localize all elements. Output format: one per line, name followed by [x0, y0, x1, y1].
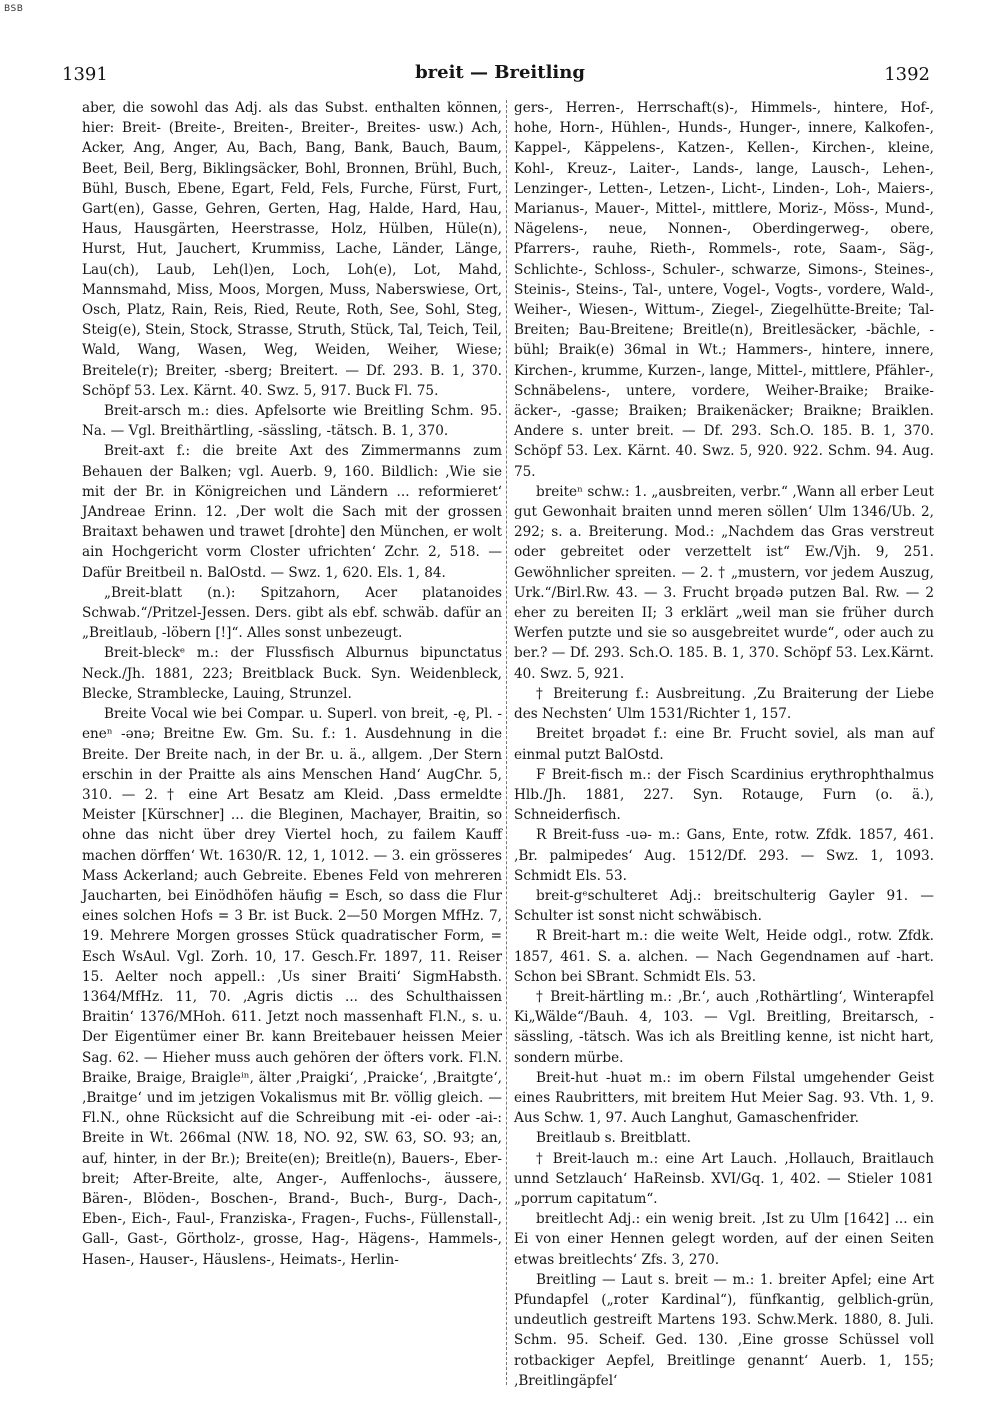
- page-number-left: 1391: [62, 64, 108, 85]
- entry-breitlaub: Breitlaub s. Breitblatt.: [536, 1130, 691, 1147]
- entry-breite: Breite Vocal wie bei Compar. u. Superl. von breit, -ę, Pl. -eneⁿ -ənə; Breitne Ew. Gm. Su. f.: 1. Ausdehnung in die Breite. Der Breite nach, in der Br. u. ä., allgem. ‚Der Stern erschin in der Praitte als ains Menschen Hand‘ AugChr. 5, 310. — 2. † eine Art Besatz am Kleid. ‚Dass ermeldte Meister [Kürschner] ... die Bleginen, Machayer, Braitin, so ohne das nicht über drey Viertel hoch, zu failem Kauff machen dörffen‘ Wt. 1630/R. 12, 1, 1012. — 3. ein grösseres Mass Ackerland; auch Gebreite. Ebenes Feld von mehreren Jaucharten, bei Einödhöfen häufig = Esch, so dass die Flur eines solchen Hofs = 3 Br. ist Buck. 2—50 Morgen MfHz. 7, 19. Mehrere Morgen grosses Stück quadratischer Form, = Esch WsAul. Vgl. Zorh. 10, 17. Gesch.Fr. 1897, 11. Reiser 15. Aelter noch appell.: ‚Us siner Braiti‘ SigmHabsth. 1364/MfHz. 11, 70. ‚Agris dictis ... des Schulthaissen Braitin‘ 1376/MHoh. 611. Jetzt noch massenhaft Fl.N., s. u. Der Eigentümer einer Br. kann Breitebauer heissen Meier Sag. 62. — Hieher muss auch gehören der öfters vork. Fl.N. Braike, Braige, Braigleⁱⁿ, älter ‚Praigki‘, ‚Praicke‘, ‚Braitgte‘, ‚Braitge‘ und im jetzigen Vokalismus mit Br. völlig gleich. — Fl.N., ohne Rücksicht auf die Schreibung mit -ei- oder -ai-: Breite in Wt. 266mal (NW. 18, NO. 92, SW. 63, SO. 93; an, auf, hinter, in der Br.); Breite(en); Breitle(n), Bauers-, Eber-breit; After-Breite, alte, Anger-, Auffenlochs-, äussere, Bären-, Blöden-, Boschen-, Brand-, Buch-, Burg-, Dach-, Eben-, Eich-, Faul-, Franziska-, Fragen-, Fuchs-, Füllenstall-, Gall-, Gast-, Görtholz-, grosse, Hag-, Hägens-, Hammels-, Hasen-, Hauser-, Häuslens-, Heimats-, Herlin-: [82, 706, 502, 1268]
- entry-breit-haertling: † Breit-härtling m.: ‚Br.‘, auch ‚Rothärtling‘, Winterapfel Ki„Wälde“/Bauh. 4, 103. — Vgl. Breitling, Breitarsch, -sässling, -tätsch. Was ich als Breitling kenne, ist nicht hart, sondern mürbe.: [514, 988, 934, 1066]
- left-column: [82, 98, 502, 1270]
- entry-breit-arsch: Breit-arsch m.: dies. Apfelsorte wie Breitling Schm. 95. Na. — Vgl. Breithärtling, -sässling, -tätsch. B. 1, 370.: [82, 403, 502, 440]
- entry-breit-axt: Breit-axt f.: die breite Axt des Zimmermanns zum Behauen der Balken; vgl. Auerb. 9, 160. Bildlich: ‚Wie sie mit der Br. in Königreichen und Ländern ... reformieret‘ JAndreae Erinn. 12. ‚Der wolt die Sach mit der grossen Braitaxt behawen und trawet [drohte] den München, er wolt ain Hochgericht vorm Closter ufrichten‘ Zchr. 2, 518. — Dafür Breitbeil n. BalOstd. — Swz. 1, 620. Els. 1, 84.: [82, 443, 502, 581]
- entry-breitet: Breitet brǫadət f.: eine Br. Frucht soviel, als man auf einmal putzt BalOstd.: [514, 726, 934, 763]
- column-divider: [506, 100, 507, 1385]
- entry-breitlecht: breitlecht Adj.: ein wenig breit. ‚Ist zu Ulm [1642] ... ein Ei von einer Hennen gelegt worden, auf der einen Seiten etwas breitlechts‘ Zfs. 3, 270.: [514, 1211, 934, 1268]
- entry-breit-fisch: F Breit-fisch m.: der Fisch Scardinius erythrophthalmus Hlb./Jh. 1881, 227. Syn. Rotauge, Furn (o. ä.), Schneiderfisch.: [514, 766, 934, 824]
- right-column: [514, 98, 934, 1391]
- entry-breit-fuss: R Breit-fuss -uə- m.: Gans, Ente, rotw. Zfdk. 1857, 461. ‚Br. palmipedes‘ Aug. 1512/Df. 293. — Swz. 1, 1093. Schmidt Els. 53.: [514, 827, 934, 884]
- entry-breit-lauch: † Breit-lauch m.: eine Art Lauch. ‚Hollauch, Braitlauch unnd Setzlauch‘ HaReinsb. XVI/Gq. 1, 402. — Stieler 1081 „porrum capitatum“.: [514, 1150, 934, 1207]
- entry-continuation: gers-, Herren-, Herrschaft(s)-, Himmels-, hintere, Hof-, hohe, Horn-, Hühlen-, Hunds-, Hunger-, innere, Kalkofen-, Kappel-, Käppelens-, Katzen-, Kellen-, Kirchen-, kleine, Kohl-, Kreuz-, Laiter-, Lands-, lange, Lausch-, Lehen-, Lenzinger-, Letten-, Letzen-, Licht-, Linden-, Loh-, Maiers-, Marianus-, Mauer-, Mittel-, mittlere, Moriz-, Möss-, Mund-, Nägelens-, neue, Nonnen-, Oberdingerweg-, obere, Pfarrers-, rauhe, Rieth-, Rommels-, rote, Saam-, Säg-, Schlichte-, Schloss-, Schuler-, schwarze, Simons-, Steines-, Steinis-, Steins-, Tal-, untere, Vogel-, Vogts-, vordere, Wald-, Weiher-, Wiesen-, Wittum-, Ziegel-, Ziegelhütte-Breite; Tal-Breiten; Bau-Breitene; Breitle(n), Breitlesäcker, -bächle, -bühl; Braik(e) 36mal in Wt.; Hammers-, hintere, innere, Kirchen-, krumme, Kurzen-, lange, Mittel-, mittlere, Pfähler-, Schnäbelens-, untere, vordere, Weiher-Braike; Braike-äcker-, -gasse; Braiken; Braikenäcker; Braikne; Braiklen. Andere s. unter breit. — Df. 293. Sch.O. 185. B. 1, 370. Schöpf 53. Lex. Kärnt. 40. Swz. 5, 920. 922. Schm. 94. Aug. 75.: [514, 100, 934, 480]
- entry-breit-blatt: „Breit-blatt (n.): Spitzahorn, Acer platanoides Schwab.“/Pritzel-Jessen. Ders. gibt als ebf. schwäb. dafür an „Breitlaub, -löbern [!]“. Alles sonst unbezeugt.: [82, 584, 502, 642]
- entry-breiten: breiteⁿ schw.: 1. „ausbreiten, verbr.“ ‚Wann all erber Leut gut Gewonhait braiten unnd meren söllen‘ Ulm 1346/Ub. 2, 292; s. a. Breiterung. Mod.: „Nachdem das Gras verstreut oder gebreitet oder verzettelt ist“ Ew./Vjh. 9, 251. Gewöhnlicher spreiten. — 2. † „mustern, vor jedem Auszug, Urk.“/Birl.Rw. 43. — 3. Frucht brǫadə putzen Bal. Rw. — 2 eher zu bereiten II; 3 erklärt „weil man sie früher durch Werfen putzte und sie so ausgebreitet wurde“, oder auch zu ber.? — Df. 293. Sch.O. 185. B. 1, 370. Schöpf 53. Lex.Kärnt. 40. Swz. 5, 921.: [514, 483, 934, 682]
- entry-continuation: aber, die sowohl das Adj. als das Subst. enthalten können, hier: Breit- (Breite-, Breiten-, Breiter-, Breites- usw.) Ach, Acker, Ang, Anger, Au, Bach, Bang, Bank, Bauch, Baum, Beet, Beil, Berg, Biklingsäcker, Bohl, Bronnen, Brühl, Buch, Bühl, Busch, Ebene, Egart, Feld, Fels, Furche, Fürst, Furt, Gart(en), Gasse, Gehren, Gerten, Hag, Halde, Hard, Hau, Haus, Hausgärten, Heerstrasse, Holz, Hülben, Hüle(n), Hurst, Hut, Jauchert, Krummiss, Lache, Länder, Länge, Lau(ch), Laub, Leh(l)en, Loch, Loh(e), Lot, Mahd, Mannsmahd, Miss, Moos, Morgen, Muss, Naberswiese, Ort, Osch, Platz, Rain, Reis, Ried, Reute, Roth, See, Sohl, Steg, Steig(e), Stein, Stock, Strasse, Struth, Stück, Tal, Teich, Teil, Wald, Wang, Wasen, Weg, Weiden, Weiher, Wiese; Breitele(r); Breiter, -sberg; Breitert. — Df. 293. B. 1, 370. Schöpf 53. Lex. Kärnt. 40. Swz. 5, 917. Buck Fl. 75.: [82, 100, 502, 399]
- library-stamp: BSB: [4, 4, 24, 14]
- entry-breit-geschulteret: breit-gᵉschulteret Adj.: breitschulterig Gayler 91. — Schulter ist sonst nicht schwäbisch.: [514, 887, 934, 925]
- entry-breit-bleck: Breit-bleckᵉ m.: der Flussfisch Alburnus bipunctatus Neck./Jh. 1881, 223; Breitblack Buck. Syn. Weidenbleck, Blecke, Stramblecke, Lauing, Strunzel.: [82, 645, 502, 702]
- entry-breit-hart: R Breit-hart m.: die weite Welt, Heide odgl., rotw. Zfdk. 1857, 461. S. a. alchen. — Nach Gegendnamen auf -hart. Schon bei SBrant. Schmidt Els. 53.: [514, 928, 934, 985]
- entry-breiterung: † Breiterung f.: Ausbreitung. ‚Zu Braiterung der Liebe des Nechsten‘ Ulm 1531/Richter 1, 157.: [514, 685, 934, 723]
- running-head: breit — Breitling: [415, 62, 585, 83]
- entry-breit-hut: Breit-hut -huət m.: im obern Filstal umgehender Geist eines Raubritters, mit breitem Hut Meier Sag. 93. Vth. 1, 9. Aus Schw. 1, 97. Auch Langhut, Gamaschenfrider.: [514, 1069, 934, 1127]
- entry-breitling: Breitling — Laut s. breit — m.: 1. breiter Apfel; eine Art Pfundapfel („roter Kardinal“), fünfkantig, gelblich-grün, undeutlich gestreift Martens 193. Schw.Merk. 1880, 8. Juli. Schm. 95. Scheif. Ged. 130. ‚Eine grosse Schüssel voll rotbackiger Aepfel, Breitlinge genannt‘ Auerb. 1, 155; ‚Breitlingäpfel‘: [514, 1271, 934, 1389]
- page-number-right: 1392: [884, 64, 930, 85]
